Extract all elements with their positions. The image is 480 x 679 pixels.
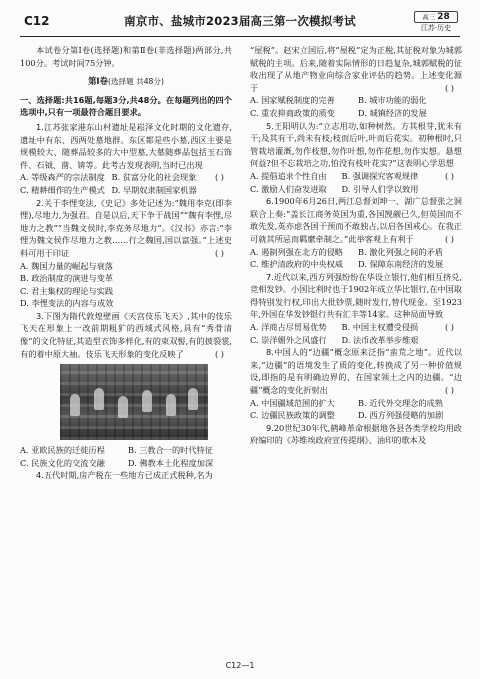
option-a: A. 国家赋税制度的完善	[250, 95, 335, 106]
option-c: C. 维护清政府的中央权威	[250, 259, 344, 270]
option-d: D. 佛教本土化程度加深	[128, 457, 214, 468]
option-b: B. 激化列强之间的矛盾	[358, 246, 443, 257]
answer-paren: ( )	[445, 385, 454, 396]
option-c: C. 君主集权的理论与实践	[20, 285, 114, 296]
answer-paren: ( )	[445, 82, 454, 93]
question-stem: 王阳明认为:“立志用功,如种树然。方其根芽,犹未有干;及其有干,尚未有枝;枝而后叶,叶而后花实。初种根时,只管栽培灌溉,勿作枝想,勿作叶想,勿作花想,勿作实想。悬想何益?但不忘栽培之功,怕没有枝叶花实?”这表明心学思想	[250, 120, 462, 169]
exam-title: 南京市、盐城市2023届高三第一次模拟考试	[124, 14, 356, 28]
page-number: C12—1	[225, 661, 255, 670]
question-stem: 20世纪30年代,鹤峰革命根据地各县各类学校均用政府编印的《苏维埃政府宣传提纲》、油印的歌本及	[250, 422, 462, 446]
answer-paren: ( )	[445, 170, 454, 181]
option-d: D. 李悝变法的内容与成效	[20, 298, 114, 309]
question-stem: 江苏张家港东山村遗址是崧泽文化时期的文化遗存,遗址中有东、西两处墓地群。东区都是些小墓,西区主要是规模较大、随葬品较多的大中型墓,大墓随葬品包括玉石饰件、石钺、凿、锛等。此考古发现表明,当时已出现	[20, 121, 232, 170]
question-7: 7.近代以来,西方列强纷纷在华设立银行,他们相互挤兑,竞相发钞。小国比利时也于1902年成立华比银行,在中国取得特别发行权,印出大批钞票,随时发行,替代现金。至1923年,外国在华发钞银行共有汇丰等14家。这种局面导致 ( ) A. 洋商占尽贸易优势 B. 中国主权遭受侵损 C. 崇洋媚外之风盛行 D. 法币改革举步维艰	[250, 271, 462, 345]
option-a: A. 亚欧民族的迁徙历程	[20, 445, 105, 456]
answer-paren: ( )	[445, 233, 454, 244]
option-a: A. 洋商占尽贸易优势	[250, 322, 327, 333]
answer-paren: ( )	[215, 348, 224, 359]
option-a: A. 魏国力量的崛起与衰落	[20, 260, 113, 271]
question-4-start: 4.五代时期,房产税在一些地方已成正式税种,名为	[36, 470, 213, 481]
answer-paren: ( )	[215, 247, 224, 258]
question-stem: 五代时期,房产税在一些地方已成正式税种,名为	[43, 470, 213, 481]
question-2: 2.关于李悝变法,《史记》多处记述为:“魏用李克(即李悝),尽地力,为强君。自是以后,天下争于战国”“魏有李悝,尽地力之教”“当魏文侯时,李克务尽地力”。《汉书》亦言:“李悝为魏文侯作尽地力之教……行之魏国,国以富强。”上述史料可用于印证 ( ) A. 魏国力量的崛起与衰落 B. 政治制度的演进与变革 C. 君主集权的理论与实践 D. 李悝变法的内容与成效	[20, 197, 232, 309]
question-stem: “屋税”。赵宋立国后,将“屋税”定为正税,其征税对象为城郭赋税的主项。后来,随着实际情形的日趋复杂,城郭赋税的征收出现了从地产物业向综合家业评估的趋势。上述变化源于	[250, 45, 462, 93]
mural-image	[60, 364, 208, 440]
badge-top: 高三 28	[414, 11, 458, 23]
option-d: D. 城镇经济的发展	[358, 107, 427, 118]
option-b: B. 近代外交理念的成熟	[358, 397, 443, 408]
subject-badge	[414, 11, 458, 33]
page-header	[20, 10, 460, 37]
question-5: 5.王阳明认为:“立志用功,如种树然。方其根芽,犹未有干;及其有干,尚未有枝;枝而后叶,叶而后花实。初种根时,只管栽培灌溉,勿作枝想,勿作叶想,勿作花想,勿作实想。悬想何益?但不忘栽培之功,怕没有枝叶花实?”这表明心学思想 ( ) A. 提倡追求个性自由 B. 强调探究客观规律 C. 激励人们奋发进取 D. 引导人们学以致用	[250, 120, 462, 194]
exam-intro: 本试卷分第Ⅰ卷(选择题)和第Ⅱ卷(非选择题)两部分,共100分。考试时间75分钟。	[20, 45, 232, 68]
option-b: B. 贫富分化的社会现象	[111, 172, 197, 183]
left-column	[20, 44, 232, 482]
paper-code: C12	[24, 14, 50, 28]
question-stem: 近代以来,西方列强纷纷在华设立银行,他们相互挤兑,竞相发钞。小国比利时也于1902年成立华比银行,在中国取得特别发行权,印出大批钞票,随时发行,替代现金。至1923年,外国在华发钞银行共有汇丰等14家。这种局面导致	[250, 271, 462, 320]
question-4-cont	[250, 44, 462, 120]
option-b: B. 中国主权遭受侵损	[341, 322, 419, 333]
option-c: C. 重农抑商政策的质变	[250, 107, 335, 118]
option-b: B. 强调探究客观规律	[341, 170, 419, 181]
option-a: A. 中国疆域范围的扩大	[250, 397, 335, 408]
option-c: C. 精耕细作的生产模式	[20, 184, 105, 195]
question-stem: 1900年6月26日,两江总督刘坤一、湖广总督张之洞联合上奏:“盖长江商务英国为重,各国觊觎已久,但英国而不敢先发,英亦虑各国干预而不敢独占,以启各国戒心。在我正可就其所忌而羁縻牵制之。”此举客观上有利于	[250, 196, 462, 244]
question-stem: 关于李悝变法,《史记》多处记述为:“魏用李克(即李悝),尽地力,为强君。自是以后,天下争于战国”“魏有李悝,尽地力之教”“当魏文侯时,李克务尽地力”。《汉书》亦言:“李悝为魏文侯作尽地力之教……行之魏国,国以富强。”上述史料可用于印证	[20, 197, 232, 258]
question-stem: 中国人的“边疆”概念原来泛指“蛮荒之地”。近代以来,“边疆”的语境发生了质的变化,转换成了另一种价值规设,即指的是有明确边界的、在国家领土之内的边疆。“边疆”概念的变化折射出	[250, 347, 462, 396]
right-column	[250, 44, 462, 447]
option-d: D. 早期奴隶制国家机器	[111, 184, 197, 195]
section-title: 第Ⅰ卷(选择题 共48分)	[88, 76, 164, 87]
question-stem: 下图为隋代敦煌壁画《天宫伎乐飞天》,其中的伎乐飞天在形象上一改前期粗犷的西域式风格,具有“秀骨清像”的文化特征,其造型衣饰多样化,有的束双髻,有的披裂裳,有的着中原大袖。伎乐飞天形象的变化反映了	[20, 310, 232, 359]
option-c: C. 激励人们奋发进取	[250, 183, 327, 194]
question-3: 3.下图为隋代敦煌壁画《天宫伎乐飞天》,其中的伎乐飞天在形象上一改前期粗犷的西域式风格,具有“秀骨清像”的文化特征,其造型衣饰多样化,有的束双髻,有的披裂裳,有的着中原大袖。伎乐飞天形象的变化反映了 ( ) A. 亚欧民族的迁徙历程 B. 三教合一的时代特征 C. 民族文化的交流交融 D. 佛教本土化程度加深	[20, 310, 232, 468]
answer-paren: ( )	[445, 322, 454, 333]
option-a: A. 提倡追求个性自由	[250, 170, 327, 181]
question-1: 1.江苏张家港东山村遗址是崧泽文化时期的文化遗存,遗址中有东、西两处墓地群。东区都是些小墓,西区主要是规模较大、随葬品较多的大中型墓,大墓随葬品包括玉石饰件、石钺、凿、锛等。此考古发现表明,当时已出现 ( ) A. 等级森严的宗法制度 B. 贫富分化的社会现象 C. 精耕细作的生产模式 D. 早期奴隶制国家机器	[20, 121, 232, 195]
badge-number: 28	[437, 12, 450, 22]
option-d: D. 保障东南经济的发展	[358, 259, 444, 270]
option-c: C. 民族文化的交流交融	[20, 457, 105, 468]
question-8: 8.中国人的“边疆”概念原来泛指“蛮荒之地”。近代以来,“边疆”的语境发生了质的变化,转换成了另一种价值规设,即指的是有明确边界的、在国家领土之内的边疆。“边疆”概念的变化折射出 ( ) A. 中国疆域范围的扩大 B. 近代外交理念的成熟 C. 边疆民族政策的调整 D. 西方列强侵略的加剧	[250, 347, 462, 421]
option-d: D. 西方列强侵略的加剧	[358, 410, 444, 421]
option-c: C. 边疆民族政策的调整	[250, 410, 335, 421]
question-6: 6.1900年6月26日,两江总督刘坤一、湖广总督张之洞联合上奏:“盖长江商务英国为重,各国觊觎已久,但英国而不敢先发,英亦虑各国干预而不敢独占,以启各国戒心。在我正可就其所忌而羁縻牵制之。”此举客观上有利于 ( ) A. 遏制列强在北方的侵略 B. 激化列强之间的矛盾 C. 维护清政府的中央权威 D. 保障东南经济的发展	[250, 196, 462, 270]
option-c: C. 崇洋媚外之风盛行	[250, 334, 327, 345]
section-instruction: 一、选择题:共16题,每题3分,共48分。在每题列出的四个选项中,只有一项最符合题目要求。	[20, 94, 232, 118]
option-b: B. 政治制度的演进与变革	[20, 273, 114, 284]
question-9: 9.20世纪30年代,鹤峰革命根据地各县各类学校均用政府编印的《苏维埃政府宣传提纲》、油印的歌本及	[250, 422, 462, 446]
option-a: A. 遏制列强在北方的侵略	[250, 246, 343, 257]
option-d: D. 引导人们学以致用	[341, 183, 419, 194]
option-b: B. 三教合一的时代特征	[128, 445, 213, 456]
badge-subject: 江苏·历史	[420, 24, 452, 32]
option-a: A. 等级森严的宗法制度	[20, 172, 105, 183]
option-b: B. 城市功能的弱化	[358, 95, 427, 106]
option-d: D. 法币改革举步维艰	[341, 334, 419, 345]
answer-paren: ( )	[215, 172, 224, 183]
